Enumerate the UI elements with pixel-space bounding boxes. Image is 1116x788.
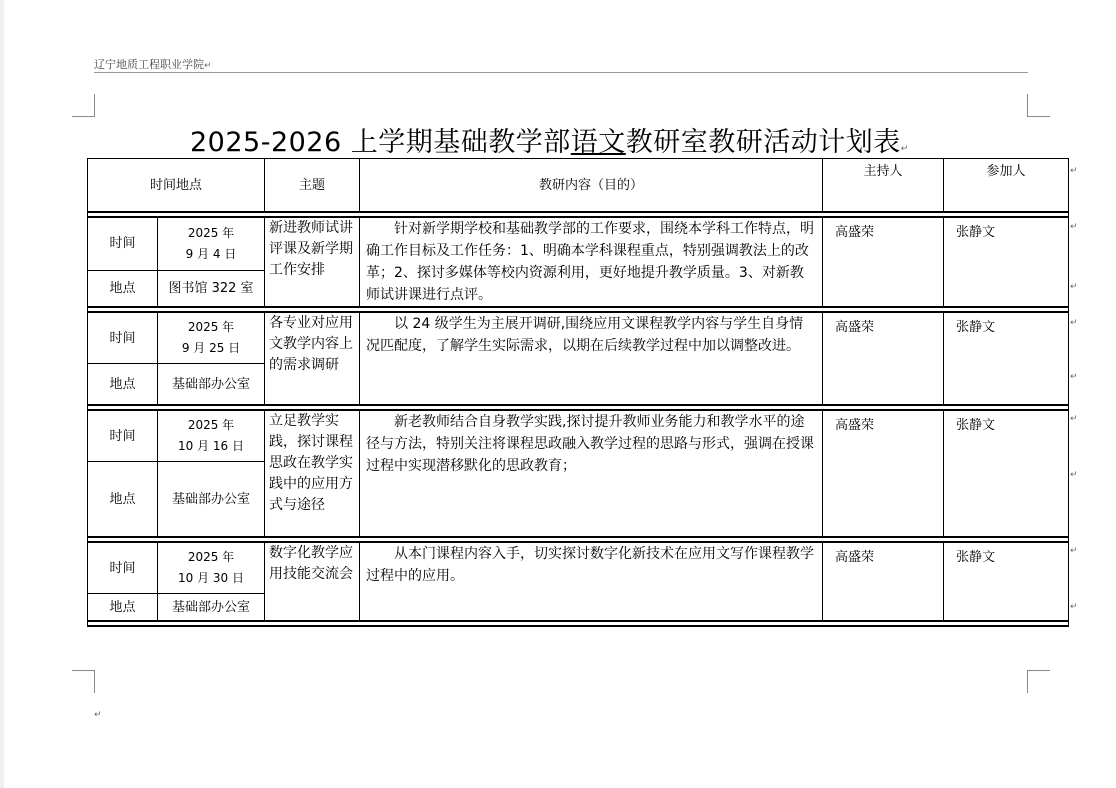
participants-cell: 张静文 (944, 410, 1069, 537)
time-label: 时间 (88, 542, 158, 594)
row-end-mark: ↵ (1070, 546, 1078, 556)
date-cell (158, 542, 265, 594)
date-year: 2025 年 (187, 225, 235, 240)
crop-mark-top-left (72, 94, 95, 117)
page-edge (0, 0, 4, 788)
participants-cell: 张静文 (944, 217, 1069, 307)
content-cell: 针对新学期学校和基础教学部的工作要求，围绕本学科工作特点，明确工作目标及工作任务：1、明确本学科课程重点，特别强调教法上的改革；2、探讨多媒体等校内资源利用，更好地提升教学质量。3、对新教师试讲课进行点评。 (360, 217, 823, 307)
row-end-mark: ↵ (1070, 318, 1078, 328)
header-content: 教研内容（目的） (360, 159, 823, 213)
place-cell: 基础部办公室 (158, 594, 265, 622)
date-day: 10 月 30 日 (178, 571, 244, 585)
date-year: 2025 年 (187, 550, 235, 564)
date-cell (158, 217, 265, 270)
row-separator (88, 621, 1069, 626)
topic-cell: 各专业对应用文教学内容上的需求调研 (265, 312, 360, 405)
place-cell: 基础部办公室 (158, 462, 265, 538)
topic-cell: 立足教学实践，探讨课程思政在教学实践中的应用方式与途径 (265, 410, 360, 537)
place-cell: 图书馆 322 室 (158, 270, 265, 307)
table-row (88, 312, 1069, 364)
title-prefix: 2025-2026 上学期基础教学部 (190, 127, 571, 158)
header-time-place: 时间地点 (88, 159, 265, 213)
date-cell (158, 312, 265, 364)
date-year: 2025 年 (187, 320, 235, 334)
table-row (88, 542, 1069, 594)
table-row (88, 410, 1069, 462)
date-day: 10 月 16 日 (178, 439, 244, 453)
time-label: 时间 (88, 217, 158, 270)
row-end-mark: ↵ (1070, 222, 1078, 232)
row-end-mark: ↵ (1070, 602, 1078, 612)
place-label: 地点 (88, 594, 158, 622)
crop-mark-bottom-right (1027, 670, 1050, 693)
place-label: 地点 (88, 462, 158, 538)
table-row (88, 217, 1069, 270)
title-suffix: 教研室教研活动计划表 (625, 127, 901, 158)
content-cell: 从本门课程内容入手，切实探讨数字化新技术在应用文写作课程教学过程中的应用。 (360, 542, 823, 621)
crop-mark-top-right (1027, 94, 1050, 117)
topic-cell: 新进教师试讲评课及新学期工作安排 (265, 217, 360, 307)
paragraph-mark: ↵ (204, 61, 212, 71)
date-year: 2025 年 (187, 418, 235, 432)
host-cell: 高盛荣 (823, 217, 944, 307)
topic-cell: 数字化教学应用技能交流会 (265, 542, 360, 621)
row-end-mark: ↵ (1070, 470, 1078, 480)
header-participants: 参加人 (944, 159, 1069, 213)
document-title (190, 120, 909, 159)
host-cell: 高盛荣 (823, 312, 944, 405)
host-cell: 高盛荣 (823, 410, 944, 537)
date-cell (158, 410, 265, 462)
paragraph-mark: ↵ (94, 710, 102, 720)
header-topic: 主题 (265, 159, 360, 213)
participants-cell: 张静文 (944, 312, 1069, 405)
header-institution: 辽宁地质工程职业学院 (94, 58, 204, 71)
place-label: 地点 (88, 270, 158, 307)
header-rule (94, 72, 1028, 73)
row-end-mark: ↵ (1070, 166, 1078, 176)
content-cell: 新老教师结合自身教学实践,探讨提升教师业务能力和教学水平的途径与方法，特别关注将课程思政融入教学过程的思路与形式，强调在授课过程中实现潜移默化的思政教育； (360, 410, 823, 537)
date-day: 9 月 25 日 (181, 341, 241, 355)
place-cell: 基础部办公室 (158, 364, 265, 406)
content-cell: 以 24 级学生为主展开调研,围绕应用文课程教学内容与学生自身情况匹配度，了解学生实际需求，以期在后续教学过程中加以调整改进。 (360, 312, 823, 405)
date-day: 9 月 4 日 (185, 246, 237, 261)
row-end-mark: ↵ (1070, 372, 1078, 382)
header-host: 主持人 (823, 159, 944, 213)
row-end-mark: ↵ (1070, 414, 1078, 424)
page-header (94, 56, 212, 72)
place-label: 地点 (88, 364, 158, 406)
crop-mark-bottom-left (72, 670, 95, 693)
time-label: 时间 (88, 312, 158, 364)
time-label: 时间 (88, 410, 158, 462)
plan-table (87, 158, 1069, 627)
participants-cell: 张静文 (944, 542, 1069, 621)
header-row (88, 159, 1069, 213)
row-end-mark: ↵ (1070, 282, 1078, 292)
host-cell: 高盛荣 (823, 542, 944, 621)
paragraph-mark: ↵ (900, 144, 909, 154)
title-underlined: 语文 (570, 127, 626, 158)
